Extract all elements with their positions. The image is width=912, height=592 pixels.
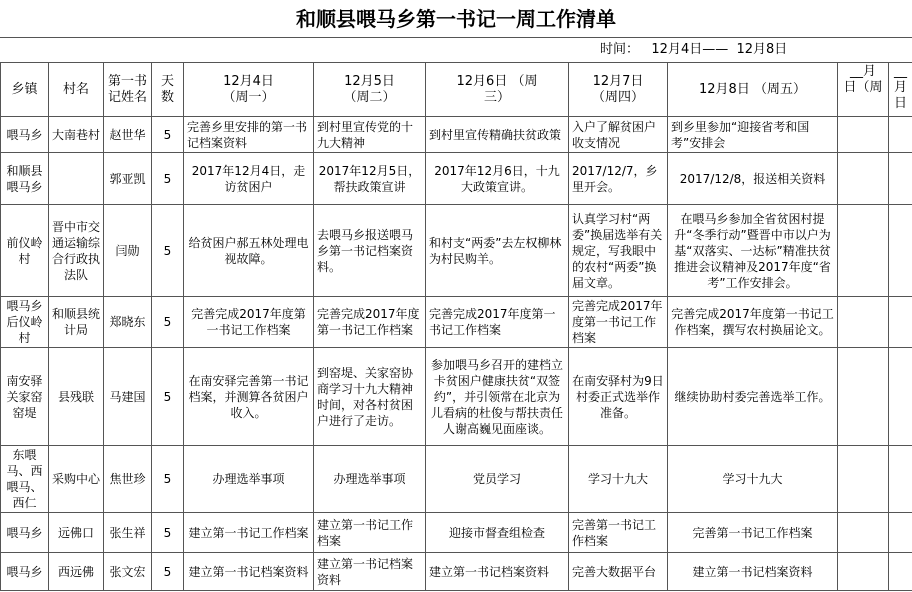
cell-empty	[838, 153, 889, 205]
header-day3: 12月6日 （周 三）	[426, 63, 569, 117]
cell-secretary: 张生祥	[104, 513, 152, 553]
table-row	[1, 117, 912, 153]
cell-secretary: 焦世珍	[104, 446, 152, 513]
header-day2: 12月5日 （周二）	[314, 63, 426, 117]
cell-d4: 2017/12/7，乡里开会。	[569, 153, 668, 205]
cell-d1: 在南安驿完善第一书记档案，并测算各贫困户收入。	[184, 348, 314, 446]
cell-days: 5	[152, 446, 184, 513]
cell-village: 县残联	[49, 348, 104, 446]
cell-days: 5	[152, 153, 184, 205]
header-day1: 12月4日 （周一）	[184, 63, 314, 117]
cell-d5: 在喂马乡参加全省贫困村提升“冬季行动”暨晋中市以户为基“双落实、一达标”精准扶贫推进会议精神及2017年度“省考”工作安排会。	[668, 205, 838, 297]
cell-secretary: 马建国	[104, 348, 152, 446]
cell-village: 和顺县统计局	[49, 297, 104, 348]
cell-d1: 办理选举事项	[184, 446, 314, 513]
table-row	[1, 553, 912, 591]
table-row	[1, 297, 912, 348]
cell-d4: 完善第一书记工作档案	[569, 513, 668, 553]
cell-township: 喂马乡	[1, 553, 49, 591]
cell-empty	[838, 446, 889, 513]
cell-days: 5	[152, 513, 184, 553]
cell-days: 5	[152, 297, 184, 348]
cell-d3: 2017年12月6日，十九大政策宣讲。	[426, 153, 569, 205]
cell-empty	[838, 297, 889, 348]
cell-village: 远佛口	[49, 513, 104, 553]
cell-d4: 认真学习村“两委”换届选举有关规定，写我眼中的农村“两委”换届文章。	[569, 205, 668, 297]
cell-empty	[838, 348, 889, 446]
date-range: 时间： 12月4日—— 12月8日	[600, 42, 788, 57]
cell-d5: 学习十九大	[668, 446, 838, 513]
table-row	[1, 205, 912, 297]
cell-d1: 完善乡里安排的第一书记档案资料	[184, 117, 314, 153]
table-row	[1, 513, 912, 553]
cell-empty	[838, 117, 889, 153]
header-extra1: __月 日（周	[838, 63, 889, 117]
cell-d3: 参加喂马乡召开的建档立卡贫困户健康扶贫“双签约”，并引领常在北京为儿看病的杜俊与帮扶责任人谢高巍见面座谈。	[426, 348, 569, 446]
cell-secretary: 闫勋	[104, 205, 152, 297]
cell-d5: 完善第一书记工作档案	[668, 513, 838, 553]
cell-d2: 建立第一书记工作档案	[314, 513, 426, 553]
cell-township: 喂马乡	[1, 117, 49, 153]
cell-village: 采购中心	[49, 446, 104, 513]
cell-empty	[838, 553, 889, 591]
cell-empty	[889, 553, 912, 591]
cell-d2: 完善完成2017年度第一书记工作档案	[314, 297, 426, 348]
cell-d5: 继续协助村委完善选举工作。	[668, 348, 838, 446]
table-row	[1, 348, 912, 446]
cell-d4: 入户了解贫困户收支情况	[569, 117, 668, 153]
cell-township: 喂马乡	[1, 513, 49, 553]
cell-d2: 到窑堤、关家窑协商学习十九大精神时间，对各村贫困户进行了走访。	[314, 348, 426, 446]
cell-days: 5	[152, 117, 184, 153]
cell-days: 5	[152, 553, 184, 591]
cell-d2: 办理选举事项	[314, 446, 426, 513]
header-village: 村名	[49, 63, 104, 117]
cell-d2: 到村里宣传党的十九大精神	[314, 117, 426, 153]
cell-d4: 完善大数据平台	[569, 553, 668, 591]
cell-d3: 到村里宣传精确扶贫政策	[426, 117, 569, 153]
cell-township: 喂马乡后仪岭村	[1, 297, 49, 348]
table-row	[1, 446, 912, 513]
cell-secretary: 张文宏	[104, 553, 152, 591]
cell-d3: 和村支“两委”去左权柳林为村民购羊。	[426, 205, 569, 297]
cell-township: 前仪岭村	[1, 205, 49, 297]
cell-d2: 建立第一书记档案资料	[314, 553, 426, 591]
cell-empty	[889, 117, 912, 153]
cell-days: 5	[152, 348, 184, 446]
header-row	[1, 63, 912, 117]
cell-d3: 党员学习	[426, 446, 569, 513]
cell-township: 和顺县喂马乡	[1, 153, 49, 205]
cell-d1: 建立第一书记档案资料	[184, 553, 314, 591]
cell-empty	[889, 348, 912, 446]
cell-village: 大南巷村	[49, 117, 104, 153]
cell-d5: 完善完成2017年度第一书记工作档案，撰写农村换届论文。	[668, 297, 838, 348]
cell-days: 5	[152, 205, 184, 297]
cell-d5: 2017/12/8，报送相关资料	[668, 153, 838, 205]
cell-township: 南安驿关家窑窑堤	[1, 348, 49, 446]
cell-d5: 建立第一书记档案资料	[668, 553, 838, 591]
cell-d4: 完善完成2017年度第一书记工作档案	[569, 297, 668, 348]
cell-d2: 去喂马乡报送喂马乡第一书记档案资料。	[314, 205, 426, 297]
cell-village: 晋中市交通运输综合行政执法队	[49, 205, 104, 297]
cell-village	[49, 153, 104, 205]
cell-empty	[889, 513, 912, 553]
work-table	[0, 62, 912, 591]
cell-d1: 给贫困户郝五林处理电视故障。	[184, 205, 314, 297]
table-row	[1, 153, 912, 205]
cell-empty	[889, 446, 912, 513]
header-secretary: 第一书记姓名	[104, 63, 152, 117]
sheet-title: 和顺县喂马乡第一书记一周工作清单	[0, 0, 912, 38]
cell-empty	[889, 205, 912, 297]
cell-township: 东喂马、西喂马、西仁	[1, 446, 49, 513]
cell-d4: 在南安驿村为9日村委正式选举作准备。	[569, 348, 668, 446]
header-day4: 12月7日 （周四）	[569, 63, 668, 117]
cell-secretary: 郭亚凯	[104, 153, 152, 205]
cell-d5: 到乡里参加“迎接省考和国考”安排会	[668, 117, 838, 153]
cell-d3: 迎接市督查组检查	[426, 513, 569, 553]
cell-d1: 建立第一书记工作档案	[184, 513, 314, 553]
header-day5: 12月8日 （周五）	[668, 63, 838, 117]
header-days: 天数	[152, 63, 184, 117]
cell-d2: 2017年12月5日，帮扶政策宣讲	[314, 153, 426, 205]
cell-empty	[838, 205, 889, 297]
cell-d4: 学习十九大	[569, 446, 668, 513]
cell-d3: 完善完成2017年度第一书记工作档案	[426, 297, 569, 348]
cell-secretary: 郑晓东	[104, 297, 152, 348]
cell-empty	[889, 297, 912, 348]
cell-empty	[838, 513, 889, 553]
cell-d1: 完善完成2017年度第一书记工作档案	[184, 297, 314, 348]
cell-empty	[889, 153, 912, 205]
header-township: 乡镇	[1, 63, 49, 117]
cell-d1: 2017年12月4日，走访贫困户	[184, 153, 314, 205]
header-extra2: __月 日	[889, 63, 912, 117]
cell-secretary: 赵世华	[104, 117, 152, 153]
cell-village: 西远佛	[49, 553, 104, 591]
cell-d3: 建立第一书记档案资料	[426, 553, 569, 591]
